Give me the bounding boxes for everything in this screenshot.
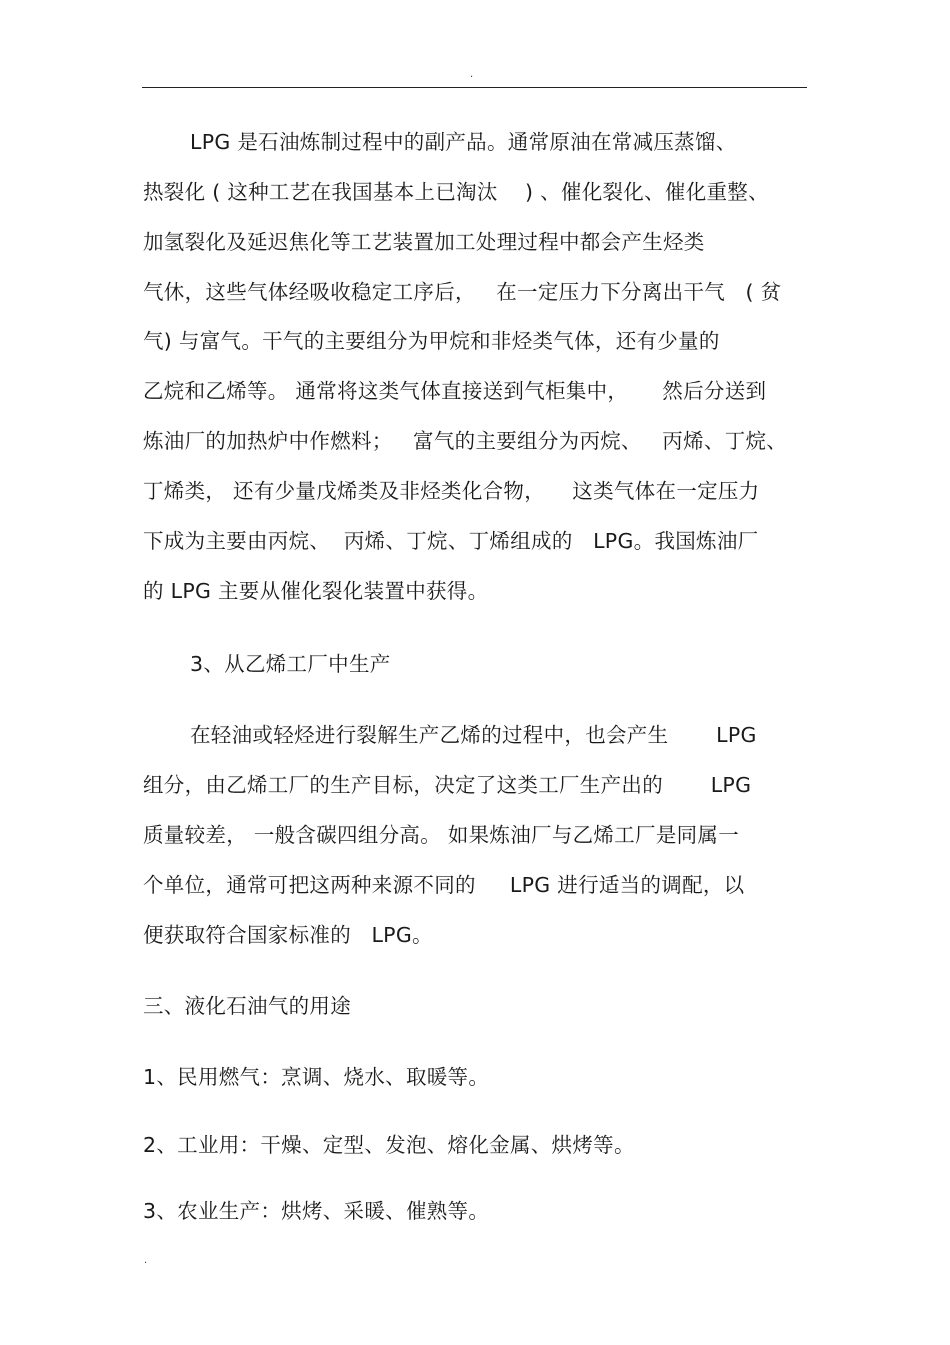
paragraph-line: 气) 与富气。干气的主要组分为甲烷和非烃类气体，还有少量的 <box>143 329 720 353</box>
uses-list-item: 3、农业生产：烘烤、采暖、催熟等。 <box>143 1199 490 1223</box>
paragraph-line: 炼油厂的加热炉中作燃料； 富气的主要组分为丙烷、 丙烯、丁烷、 <box>143 429 788 453</box>
paragraph-line: 在轻油或轻烃进行裂解生产乙烯的过程中，也会产生 LPG <box>190 723 757 747</box>
paragraph-line: 的 LPG 主要从催化裂化装置中获得。 <box>143 579 489 603</box>
paragraph-line: 个单位，通常可把这两种来源不同的 LPG 进行适当的调配，以 <box>143 873 745 897</box>
section-heading: 3、从乙烯工厂中生产 <box>190 652 391 676</box>
paragraph-line: 组分，由乙烯工厂的生产目标，决定了这类工厂生产出的 LPG <box>143 773 752 797</box>
paragraph-line: 质量较差， 一般含碳四组分高。 如果炼油厂与乙烯工厂是同属一 <box>143 823 740 847</box>
header-mark: . <box>470 69 474 80</box>
footer-mark: . <box>144 1255 148 1266</box>
header-rule <box>142 87 807 88</box>
paragraph-line: 气休，这些气体经吸收稳定工序后， 在一定压力下分离出干气 ( 贫 <box>143 280 782 304</box>
paragraph-line: 丁烯类， 还有少量戊烯类及非烃类化合物， 这类气体在一定压力 <box>143 479 760 503</box>
paragraph-line: LPG 是石油炼制过程中的副产品。通常原油在常减压蒸馏、 <box>190 130 737 154</box>
uses-list-item: 2、工业用：干燥、定型、发泡、熔化金属、烘烤等。 <box>143 1133 635 1157</box>
paragraph-line: 便获取符合国家标准的 LPG。 <box>143 923 433 947</box>
paragraph-line: 热裂化 ( 这种工艺在我国基本上已淘汰 ) 、催化裂化、催化重整、 <box>143 180 769 204</box>
paragraph-line: 下成为主要由丙烷、 丙烯、丁烷、丁烯组成的 LPG。我国炼油厂 <box>143 529 759 553</box>
uses-heading: 三、液化石油气的用途 <box>143 994 351 1018</box>
paragraph-line: 加氢裂化及延迟焦化等工艺装置加工处理过程中都会产生烃类 <box>143 230 705 254</box>
uses-list-item: 1、民用燃气：烹调、烧水、取暖等。 <box>143 1065 490 1089</box>
paragraph-line: 乙烷和乙烯等。 通常将这类气体直接送到气柜集中， 然后分送到 <box>143 379 767 403</box>
